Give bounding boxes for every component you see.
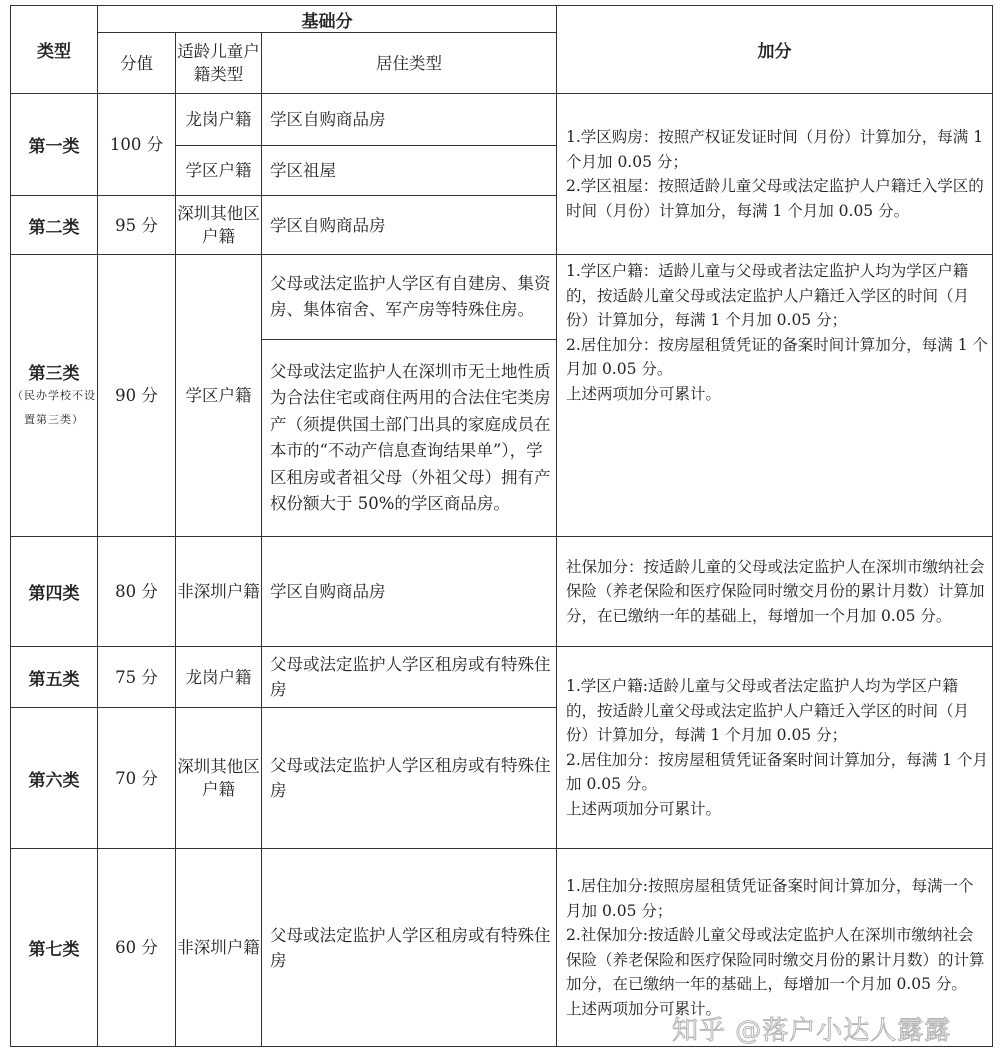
residence-4: 学区自购商品房 bbox=[262, 537, 557, 647]
header-residence-type: 居住类型 bbox=[262, 33, 557, 94]
bonus-7: 1.居住加分:按照房屋租赁凭证备案时间计算加分，每满一个月加 0.05 分； 2.社保加分:按适龄儿童父母或法定监护人在深圳市缴纳社会保险（养老保险和医疗保险同时缴交月份的累计月数）的计算加分，在已缴纳一年的基础上，每增加一个月加 0.05 分。 上述两项加分可累计。 bbox=[557, 849, 993, 1047]
residence-5: 父母或法定监护人学区租房或有特殊住房 bbox=[262, 647, 557, 708]
score-2: 95 分 bbox=[98, 196, 176, 255]
bonus-1-2: 1.学区购房：按照产权证发证时间（月份）计算加分，每满 1 个月加 0.05 分； 2.学区祖屋：按照适龄儿童父母或法定监护人户籍迁入学区的时间（月份）计算加分，每满 1 个月加 0.05 分。 bbox=[557, 94, 993, 255]
residence-6: 父母或法定监护人学区租房或有特殊住房 bbox=[262, 708, 557, 849]
header-type: 类型 bbox=[11, 6, 98, 94]
hukou-5: 龙岗户籍 bbox=[176, 647, 262, 708]
category-3-label: 第三类 bbox=[28, 364, 80, 384]
category-5: 第五类 bbox=[11, 647, 98, 708]
admission-score-table bbox=[10, 5, 993, 1047]
residence-3a: 父母或法定监护人学区有自建房、集资房、集体宿舍、军产房等特殊住房。 bbox=[262, 255, 557, 340]
category-3-note: （民办学校不设置第三类） bbox=[12, 389, 96, 426]
header-score: 分值 bbox=[98, 33, 176, 94]
category-7: 第七类 bbox=[11, 849, 98, 1047]
residence-3b: 父母或法定监护人在深圳市无土地性质为合法住宅或商住两用的合法住宅类房产（须提供国土部门出具的家庭成员在本市的“不动产信息查询结果单”），学区租房或者祖父母（外祖父母）拥有产权份额大于 50%的学区商品房。 bbox=[262, 340, 557, 537]
category-4: 第四类 bbox=[11, 537, 98, 647]
header-base-group: 基础分 bbox=[98, 6, 557, 33]
residence-1b: 学区祖屋 bbox=[262, 146, 557, 196]
score-5: 75 分 bbox=[98, 647, 176, 708]
score-4: 80 分 bbox=[98, 537, 176, 647]
residence-7: 父母或法定监护人学区租房或有特殊住房 bbox=[262, 849, 557, 1047]
header-hukou-type: 适龄儿童户籍类型 bbox=[176, 33, 262, 94]
score-1: 100 分 bbox=[98, 94, 176, 196]
hukou-1b: 学区户籍 bbox=[176, 146, 262, 196]
watermark-text: 知乎 @落户小达人露露 bbox=[672, 1016, 952, 1046]
category-2: 第二类 bbox=[11, 196, 98, 255]
category-3 bbox=[11, 255, 98, 537]
hukou-6: 深圳其他区户籍 bbox=[176, 708, 262, 849]
category-6: 第六类 bbox=[11, 708, 98, 849]
residence-2: 学区自购商品房 bbox=[262, 196, 557, 255]
header-bonus: 加分 bbox=[557, 6, 993, 94]
hukou-2: 深圳其他区户籍 bbox=[176, 196, 262, 255]
bonus-4: 社保加分：按适龄儿童的父母或法定监护人在深圳市缴纳社会保险（养老保险和医疗保险同时缴交月份的累计月数）计算加分，在已缴纳一年的基础上，每增加一个月加 0.05 分。 bbox=[557, 537, 993, 647]
hukou-7: 非深圳户籍 bbox=[176, 849, 262, 1047]
residence-1a: 学区自购商品房 bbox=[262, 94, 557, 146]
category-1: 第一类 bbox=[11, 94, 98, 196]
hukou-4: 非深圳户籍 bbox=[176, 537, 262, 647]
score-6: 70 分 bbox=[98, 708, 176, 849]
hukou-1a: 龙岗户籍 bbox=[176, 94, 262, 146]
bonus-5-6: 1.学区户籍:适龄儿童与父母或者法定监护人均为学区户籍的，按适龄儿童父母或法定监护人户籍迁入学区的时间（月份）计算加分，每满 1 个月加 0.05 分； 2.居住加分：按房屋租赁凭证备案时间计算加分，每满 1 个月加 0.05 分。 上述两项加分可累计。 bbox=[557, 647, 993, 849]
hukou-3: 学区户籍 bbox=[176, 255, 262, 537]
bonus-3: 1.学区户籍：适龄儿童与父母或者法定监护人均为学区户籍的，按适龄儿童父母或法定监护人户籍迁入学区的时间（月份）计算加分，每满 1 个月加 0.05 分； 2.居住加分：按房屋租赁凭证的备案时间计算加分，每满 1 个月加 0.05 分。 上述两项加分可累计。 bbox=[557, 255, 993, 537]
score-3: 90 分 bbox=[98, 255, 176, 537]
score-7: 60 分 bbox=[98, 849, 176, 1047]
